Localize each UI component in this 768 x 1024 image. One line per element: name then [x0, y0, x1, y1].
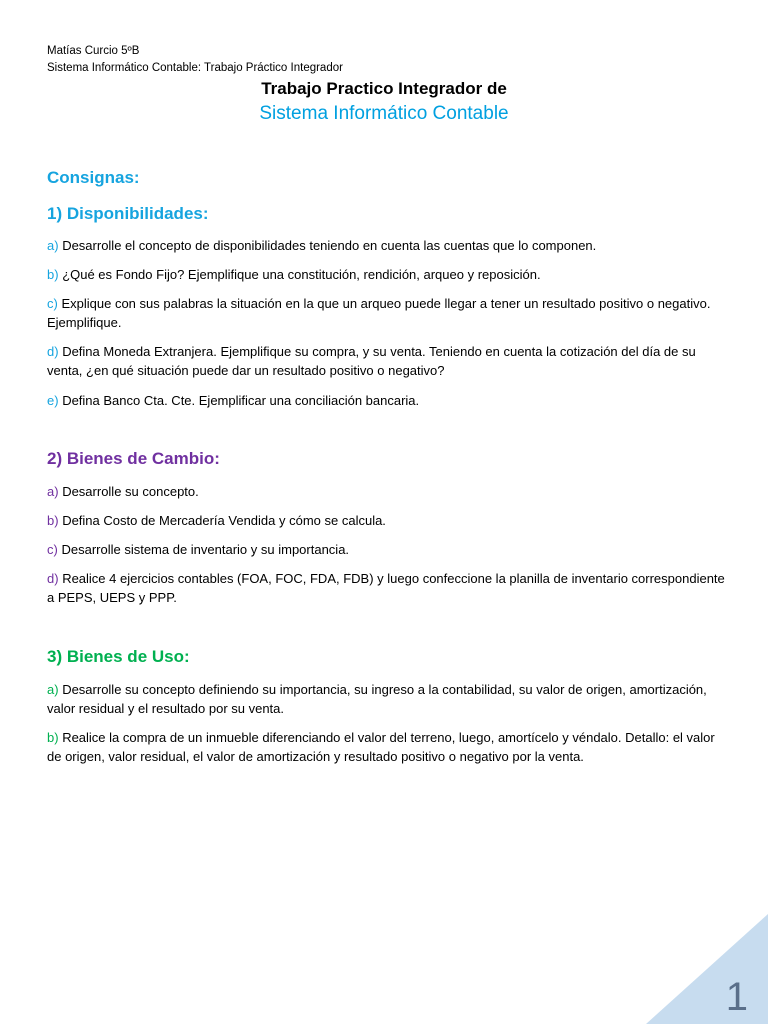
item-text: Defina Moneda Extranjera. Ejemplifique su compra, y su venta. Teniendo en cuenta la cotización del día de su venta, ¿en qué situación puede dar un resultado positivo o negativo?	[47, 344, 696, 378]
item-text: Defina Costo de Mercadería Vendida y cómo se calcula.	[62, 513, 386, 528]
list-item	[47, 680, 727, 718]
list-item	[47, 728, 727, 766]
author-line: Matías Curcio 5ºB	[47, 45, 140, 57]
item-letter: a)	[47, 484, 59, 499]
list-item	[47, 265, 727, 284]
document-subtitle: Sistema Informático Contable	[259, 103, 509, 124]
item-text: Desarrolle su concepto.	[62, 484, 199, 499]
list-item	[47, 342, 727, 380]
item-text: Realice la compra de un inmueble diferenciando el valor del terreno, luego, amortícelo y véndalo. Detallo: el valor de origen, valor residual, el valor de amortización y resultado positivo o negativo por la venta.	[47, 730, 715, 764]
item-text: Desarrolle sistema de inventario y su importancia.	[61, 542, 350, 557]
section-heading-bienes-de-cambio: 2) Bienes de Cambio:	[47, 449, 220, 468]
item-letter: e)	[47, 393, 59, 408]
item-text: Explique con sus palabras la situación en la que un arqueo puede llegar a tener un resultado positivo o negativo. Ejemplifique.	[47, 296, 711, 330]
item-letter: d)	[47, 571, 59, 586]
item-letter: b)	[47, 513, 59, 528]
item-letter: d)	[47, 344, 59, 359]
subject-line: Sistema Informático Contable: Trabajo Práctico Integrador	[47, 62, 343, 74]
list-item	[47, 236, 727, 255]
item-text: Desarrolle su concepto definiendo su importancia, su ingreso a la contabilidad, su valor de origen, amortización, valor residual y el resultado por su venta.	[47, 682, 707, 716]
item-letter: a)	[47, 238, 59, 253]
list-item	[47, 540, 727, 559]
item-letter: c)	[47, 296, 58, 311]
list-item	[47, 569, 727, 607]
page-number: 1	[725, 975, 748, 1019]
item-letter: b)	[47, 730, 59, 745]
section-heading-disponibilidades: 1) Disponibilidades:	[47, 204, 209, 223]
item-letter: a)	[47, 682, 59, 697]
consignas-heading: Consignas:	[47, 168, 140, 187]
document-title: Trabajo Practico Integrador de	[261, 79, 507, 98]
list-item	[47, 294, 727, 332]
item-letter: b)	[47, 267, 59, 282]
list-item	[47, 511, 727, 530]
item-text: Defina Banco Cta. Cte. Ejemplificar una conciliación bancaria.	[62, 393, 420, 408]
item-text: Desarrolle el concepto de disponibilidades teniendo en cuenta las cuentas que lo componen.	[62, 238, 597, 253]
list-item	[47, 482, 727, 501]
item-letter: c)	[47, 542, 58, 557]
item-text: ¿Qué es Fondo Fijo? Ejemplifique una constitución, rendición, arqueo y reposición.	[62, 267, 541, 282]
item-text: Realice 4 ejercicios contables (FOA, FOC, FDA, FDB) y luego confeccione la planilla de inventario correspondiente a PEPS, UEPS y PPP.	[47, 571, 725, 605]
page-corner-triangle	[646, 914, 768, 1024]
section-heading-bienes-de-uso: 3) Bienes de Uso:	[47, 647, 190, 666]
list-item	[47, 391, 727, 410]
